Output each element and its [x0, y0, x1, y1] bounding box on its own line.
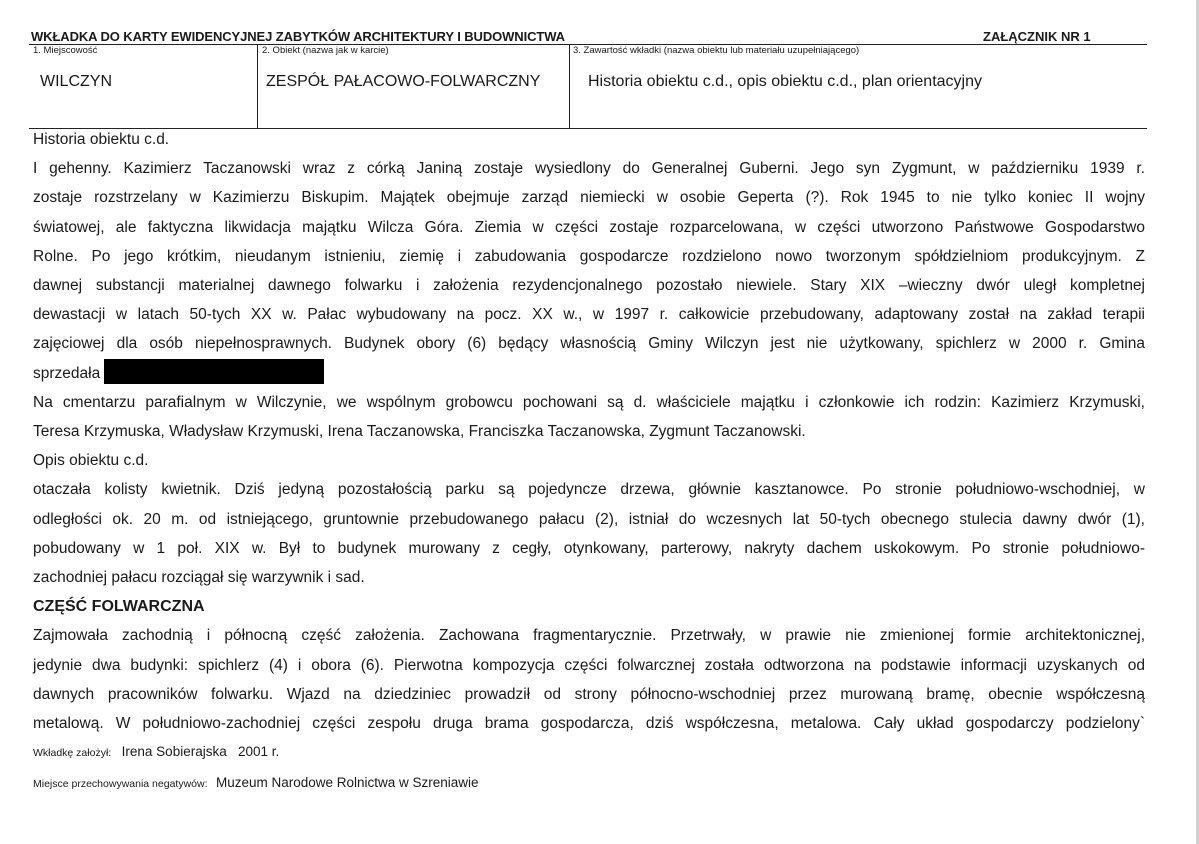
annex-label: ZAŁĄCZNIK NR 1 — [983, 29, 1091, 44]
locality-label: 1. Miejscowość — [33, 45, 98, 56]
farm-line: Zajmowała zachodnią i północną część założenia. Zachowana fragmentarycznie. Przetrwały, w prawie nie zmienionej formie architektonicznej, — [33, 627, 1145, 645]
history-line: zajęciowej dla osób niepełnosprawnych. Budynek obory (6) będący własnością Gminy Wilczyn jest nie użytkowany, spichlerz w 2000 r. Gmina — [33, 335, 1145, 353]
cemetery-line: Teresa Krzymuska, Władysław Krzymuski, Irena Taczanowska, Franciszka Taczanowska, Zygmunt Taczanowski. — [33, 423, 806, 441]
sold-text: sprzedała — [33, 364, 101, 382]
cemetery-line: Na cmentarzu parafialnym w Wilczynie, we wspólnym grobowcu pochowani są d. właściciele majątku i członkowie ich rodzin: Kazimierz Krzymuski, — [33, 393, 1145, 411]
founded-label: Wkładkę założył: — [33, 747, 112, 759]
object-label: 2. Obiekt (nazwa jak w karcie) — [262, 45, 389, 56]
contents-label: 3. Zawartość wkładki (nazwa obiektu lub materiału uzupełniającego) — [573, 45, 860, 56]
farm-line: jedynie dwa budynki: spichlerz (4) i obora (6). Pierwotna kompozycja części folwarcznej została odtworzona na podstawie informacji uzyskanych od — [33, 656, 1145, 674]
redaction-box — [104, 359, 324, 384]
description-heading: Opis obiektu c.d. — [33, 452, 149, 470]
negatives-value: Muzeum Narodowe Rolnictwa w Szreniawie — [215, 775, 479, 790]
description-line: pobudowany w 1 poł. XIX w. Był to budynek murowany z cegły, otynkowany, parterowy, nakryty dachem uskokowym. Po stronie południowo- — [33, 539, 1145, 557]
sold-line — [33, 359, 1145, 388]
object-value: ZESPÓŁ PAŁACOWO-FOLWARCZNY — [266, 73, 541, 90]
form-title: WKŁADKA DO KARTY EWIDENCYJNEJ ZABYTKÓW ARCHITEKTURY I BUDOWNICTWA — [31, 29, 565, 44]
description-line: zachodniej pałacu rozciągał się warzywnik i sad. — [33, 569, 365, 587]
negatives-row — [33, 774, 479, 792]
description-line: odległości ok. 20 m. od istniejącego, gruntownie przebudowanego pałacu (2), istniał do wczesnych lat 50-tych obecnego stulecia dawny dwór (1), — [33, 510, 1145, 528]
founded-value: Irena Sobierajska 2001 r. — [121, 744, 280, 759]
negatives-label: Miejsce przechowywania negatywów: — [33, 778, 208, 790]
history-line: światowej, ale faktyczna likwidacja majątku Wilcza Góra. Ziemia w części zostaje rozparcelowana, w części utworzono Państwowe Gospodarstwo — [33, 218, 1145, 236]
founded-row — [33, 743, 279, 761]
contents-value: Historia obiektu c.d., opis obiektu c.d., plan orientacyjny — [588, 73, 982, 90]
document-body — [33, 125, 1145, 738]
farm-line: dawnych pracowników folwarku. Wjazd na dziedziniec prowadził od strony północno-wschodniej przez murowaną bramę, obecnie współczesną — [33, 685, 1145, 703]
history-line: dewastacji w latach 50-tych XX w. Pałac wybudowany na pocz. XX w., w 1997 r. całkowicie przebudowany, adaptowany został na zakład terapii — [33, 306, 1145, 324]
cell-divider-1 — [257, 44, 258, 128]
cell-divider-2 — [569, 44, 570, 128]
history-heading: Historia obiektu c.d. — [33, 131, 170, 148]
locality-value: WILCZYN — [40, 73, 112, 90]
history-line: I gehenny. Kazimierz Taczanowski wraz z córką Janiną zostaje wysiedlony do Generalnej Guberni. Jego syn Zygmunt, w październiku 1939 r. — [33, 160, 1145, 178]
farm-heading: CZĘŚĆ FOLWARCZNA — [33, 598, 205, 616]
history-line: Rolne. Po jego krótkim, nieudanym istnieniu, ziemię i zabudowania gospodarcze rozdzielono nowo tworzonym spółdzielniom produkcyjnym. Z — [33, 247, 1145, 265]
farm-line: metalową. W południowo-zachodniej części zespołu druga brama gospodarcza, dziś współczesna, metalowa. Cały układ gospodarczy podzielony` — [33, 715, 1145, 733]
description-line: otaczała kolisty kwietnik. Dziś jedyną pozostałością parku są pojedyncze drzewa, głównie kasztanowce. Po stronie południowo-wschodniej, w — [33, 481, 1145, 499]
history-line: dawnej substancji materialnej dawnego folwarku i założenia rezydencjonalnego pozostało niewiele. Stary XIX –wieczny dwór uległ kompletnej — [33, 277, 1145, 295]
history-line: zostaje rozstrzelany w Kazimierzu Biskupim. Majątek obejmuje zarząd niemiecki w osobie Geperta (?). Rok 1945 to nie tylko koniec II wojny — [33, 189, 1145, 207]
